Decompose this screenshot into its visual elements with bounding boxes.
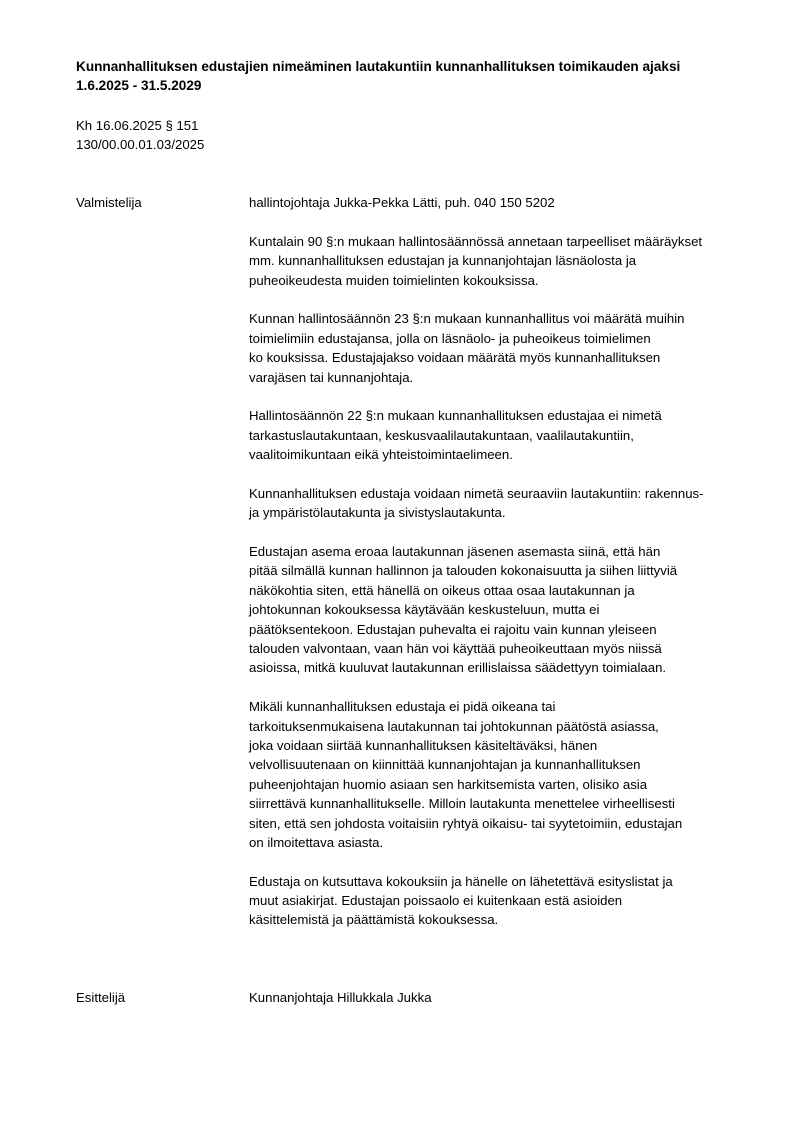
paragraph-line: vaalitoimikuntaan eikä yhteistoimintaelimeen.: [249, 447, 513, 463]
paragraph-line: ja ympäristölautakunta ja sivistyslautakunta.: [249, 505, 506, 521]
preparer-label: Valmistelija: [76, 195, 142, 210]
paragraph-line: johtokunnan kokouksessa käytävään keskusteluun, mutta ei: [249, 602, 600, 618]
paragraph-line: puheoikeudesta muiden toimielinten kokouksissa.: [249, 272, 539, 288]
presenter-section: [249, 988, 769, 1007]
paragraph-line: näkökohtia siten, että hänellä on oikeus ottaa osaa lautakunnan ja: [249, 582, 635, 598]
paragraph-7: [249, 872, 769, 930]
paragraph-line: varajäsen tai kunnanjohtaja.: [249, 369, 414, 385]
paragraph-4: [249, 484, 769, 523]
preparer-value: hallintojohtaja Jukka-Pekka Lätti, puh. 040 150 5202: [249, 195, 555, 210]
document-title: [76, 57, 756, 96]
paragraph-line: asioissa, mitkä kuuluvat lautakunnan erillislaissa säädettyyn toimialaan.: [249, 660, 667, 676]
title-date-line: 1.6.2025 - 31.5.2029: [76, 78, 202, 94]
paragraph-1: [249, 232, 769, 290]
paragraph-line: puheenjohtajan huomio asiaan sen harkitsemista varten, olisiko asia: [249, 776, 648, 792]
paragraph-3: [249, 406, 769, 464]
paragraph-line: Edustaja on kutsuttava kokouksiin ja hänelle on lähetettävä esityslistat ja: [249, 873, 673, 889]
paragraph-line: tarkoituksenmukaisena lautakunnan tai johtokunnan päätöstä asiassa,: [249, 718, 659, 734]
paragraph-line: pitää silmällä kunnan hallinnon ja talouden kokonaisuutta ja siihen liittyviä: [249, 563, 678, 579]
paragraph-line: muut asiakirjat. Edustajan poissaolo ei kuitenkaan estä asioiden: [249, 893, 623, 909]
paragraph-line: ko kouksissa. Edustajajakso voidaan määrätä myös kunnanhallituksen: [249, 350, 661, 366]
record-number: 130/00.00.01.03/2025: [76, 137, 205, 153]
paragraph-line: siten, että sen johdosta voitaisiin ryhtyä oikaisu- tai syytetoimiin, edustajan: [249, 815, 683, 831]
paragraph-line: tarkastuslautakuntaan, keskusvaalilautakuntaan, vaalilautakuntiin,: [249, 427, 634, 443]
preparer-value-block: [249, 193, 769, 212]
paragraph-6: [249, 697, 769, 852]
paragraph-line: joka voidaan siirtää kunnanhallituksen käsiteltäväksi, hänen: [249, 737, 598, 753]
paragraph-line: Mikäli kunnanhallituksen edustaja ei pidä oikeana tai: [249, 699, 556, 715]
preparer-section: [249, 193, 769, 949]
paragraph-line: käsittelemistä ja päättämistä kokouksessa.: [249, 912, 499, 928]
presenter-value: Kunnanjohtaja Hillukkala Jukka: [249, 990, 432, 1005]
meeting-reference: Kh 16.06.2025 § 151: [76, 118, 199, 133]
paragraph-5: [249, 542, 769, 678]
paragraph-line: talouden valvontaan, vaan hän voi käyttää puheoikeuttaan myös niissä: [249, 640, 662, 656]
document-meta: [76, 116, 204, 155]
paragraph-line: Hallintosäännön 22 §:n mukaan kunnanhallituksen edustajaa ei nimetä: [249, 408, 662, 424]
paragraph-line: siirrettävä kunnanhallitukselle. Milloin lautakunta menettelee virheellisesti: [249, 796, 675, 812]
paragraph-line: Kuntalain 90 §:n mukaan hallintosäännössä annetaan tarpeelliset määräykset: [249, 233, 703, 249]
paragraph-2: [249, 309, 769, 387]
paragraph-line: Kunnanhallituksen edustaja voidaan nimetä seuraaviin lautakuntiin: rakennus-: [249, 485, 704, 501]
title-line: Kunnanhallituksen edustajien nimeäminen lautakuntiin kunnanhallituksen toimikauden ajaksi: [76, 59, 681, 74]
paragraph-line: toimielimiin edustajansa, jolla on läsnäolo- ja puheoikeus toimielimen: [249, 330, 651, 346]
paragraph-line: mm. kunnanhallituksen edustajan ja kunnanjohtajan läsnäolosta ja: [249, 253, 637, 269]
paragraph-line: Edustajan asema eroaa lautakunnan jäsenen asemasta siinä, että hän: [249, 544, 661, 560]
paragraph-line: on ilmoitettava asiasta.: [249, 834, 384, 850]
paragraph-line: päätöksentekoon. Edustajan puhevalta ei rajoitu vain kunnan yleiseen: [249, 621, 657, 637]
paragraph-line: velvollisuutenaan on kiinnittää kunnanjohtajan ja kunnanhallituksen: [249, 757, 641, 773]
presenter-label: Esittelijä: [76, 990, 126, 1005]
paragraph-line: Kunnan hallintosäännön 23 §:n mukaan kunnanhallitus voi määrätä muihin: [249, 311, 685, 327]
